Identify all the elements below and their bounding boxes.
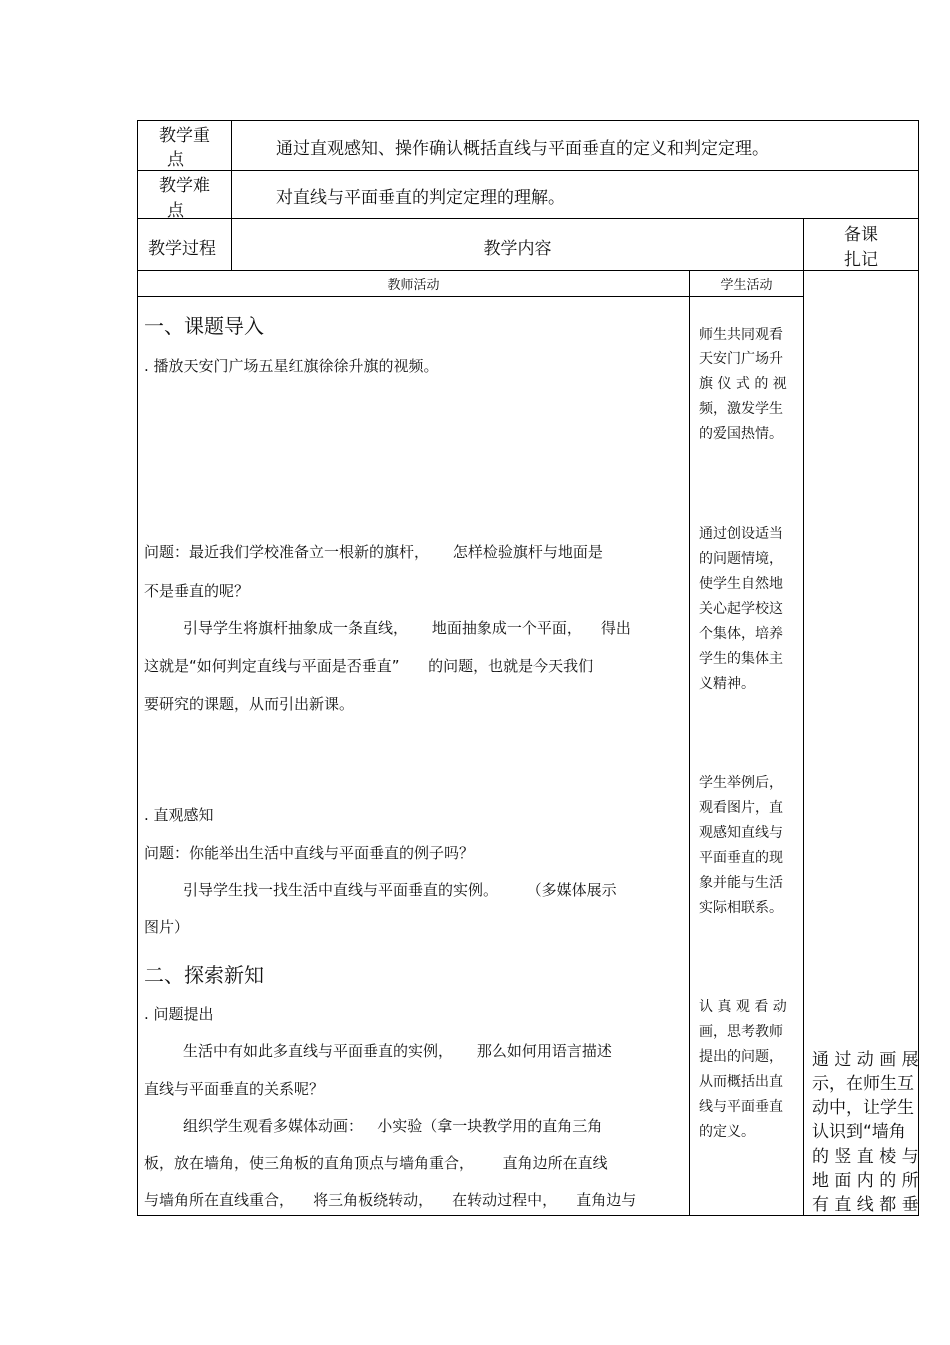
section-heading-explore: 二、探索新知 <box>144 963 264 987</box>
explore-para2-line1: 组织学生观看多媒体动画： 小实验（拿一块教学用的直角三角 <box>183 1117 603 1135</box>
student-note-3-line4: 平面垂直的现 <box>699 850 783 866</box>
explore-para1-line1: 生活中有如此多直线与平面垂直的实例， 那么如何用语言描述 <box>183 1042 612 1060</box>
student-note-1-line2: 天安门广场升 <box>699 351 783 367</box>
intro-item-perception: . 直观感知 <box>144 806 214 824</box>
student-note-4-line6: 的定义。 <box>699 1124 755 1140</box>
rule-process-bottom <box>137 270 919 271</box>
rule-difficulty-bottom <box>137 218 919 219</box>
student-note-4-line4: 从而概括出直 <box>699 1074 783 1090</box>
student-note-1-line1: 师生共同观看 <box>699 327 783 343</box>
section-heading-intro: 一、课题导入 <box>144 314 264 338</box>
difficulty-label-line2: 点 <box>167 201 184 221</box>
notes-line3: 动中，让学生 <box>812 1098 914 1118</box>
student-note-4-line3: 提出的问题， <box>699 1049 783 1065</box>
rule-subheader-bottom <box>137 296 804 297</box>
student-note-4-line5: 线与平面垂直 <box>699 1099 783 1115</box>
intro-guide-line1: 引导学生将旗杆抽象成一条直线， 地面抽象成一个平面， 得出 <box>183 619 631 637</box>
notes-line4: 认识到“墙角 <box>812 1122 906 1142</box>
notes-line6: 地 面 内 的 所 <box>812 1171 919 1191</box>
difficulty-content: 对直线与平面垂直的判定定理的理解。 <box>276 188 565 208</box>
focus-label-line2: 点 <box>167 150 184 170</box>
notes-label-line1: 备课 <box>844 225 878 245</box>
explore-para2-line2: 板，放在墙角，使三角板的直角顶点与墙角重合， 直角边所在直线 <box>144 1154 608 1172</box>
student-note-2-line2: 的问题情境， <box>699 551 783 567</box>
student-note-1-line3: 旗 仪 式 的 视 <box>699 376 787 392</box>
rule-notes-col <box>803 218 804 1216</box>
student-note-1-line5: 的爱国热情。 <box>699 426 783 442</box>
student-note-2-line3: 使学生自然地 <box>699 576 783 592</box>
notes-line2: 示，在师生互 <box>812 1074 914 1094</box>
rule-bottom <box>137 1215 919 1216</box>
explore-para2-line3: 与墙角所在直线重合， 将三角板绕转动， 在转动过程中， 直角边与 <box>144 1191 637 1209</box>
student-note-3-line1: 学生举例后， <box>699 775 783 791</box>
rule-top <box>137 120 919 121</box>
intro-question-line1: 问题：最近我们学校准备立一根新的旗杆， 怎样检验旗杆与地面是 <box>144 543 603 561</box>
student-note-3-line5: 象并能与生活 <box>699 875 783 891</box>
focus-content: 通过直观感知、操作确认概括直线与平面垂直的定义和判定定理。 <box>276 139 769 159</box>
notes-line1: 通 过 动 画 展 <box>812 1050 919 1070</box>
student-note-3-line2: 观看图片，直 <box>699 800 783 816</box>
rule-student-col <box>689 270 690 1216</box>
difficulty-label-line1: 教学难 <box>159 176 210 196</box>
student-note-1-line4: 频，激发学生 <box>699 401 783 417</box>
notes-label-line2: 扎记 <box>844 250 878 270</box>
intro-guide2-line1: 引导学生找一找生活中直线与平面垂直的实例。 （多媒体展示 <box>183 881 617 899</box>
intro-question2: 问题：你能举出生活中直线与平面垂直的例子吗？ <box>144 844 475 862</box>
notes-line5: 的 竖 直 棱 与 <box>812 1147 919 1167</box>
intro-item-video: . 播放天安门广场五星红旗徐徐升旗的视频。 <box>144 357 439 375</box>
student-note-2-line1: 通过创设适当 <box>699 526 783 542</box>
student-note-2-line6: 学生的集体主 <box>699 651 783 667</box>
student-activity-header: 学生活动 <box>720 278 773 293</box>
notes-line7: 有 直 线 都 垂 <box>812 1195 919 1215</box>
intro-question-line2: 不是垂直的呢？ <box>144 582 250 600</box>
rule-focus-bottom <box>137 170 919 171</box>
student-note-4-line2: 画，思考教师 <box>699 1024 783 1040</box>
focus-label-line1: 教学重 <box>159 126 210 146</box>
student-note-3-line6: 实际相联系。 <box>699 900 783 916</box>
explore-para1-line2: 直线与平面垂直的关系呢？ <box>144 1080 325 1098</box>
explore-item-question: . 问题提出 <box>144 1005 214 1023</box>
student-note-2-line4: 关心起学校这 <box>699 601 783 617</box>
intro-guide2-line2: 图片） <box>144 918 190 936</box>
content-label: 教学内容 <box>483 239 552 259</box>
teacher-activity-header: 教师活动 <box>387 278 440 293</box>
intro-guide-line3: 要研究的课题，从而引出新课。 <box>144 695 355 713</box>
student-note-4-line1: 认 真 观 看 动 <box>699 999 787 1015</box>
process-label: 教学过程 <box>148 239 216 259</box>
student-note-2-line7: 义精神。 <box>699 676 755 692</box>
intro-guide-line2: 这就是“如何判定直线与平面是否垂直” 的问题，也就是今天我们 <box>144 657 594 675</box>
student-note-3-line3: 观感知直线与 <box>699 825 783 841</box>
student-note-2-line5: 个集体，培养 <box>699 626 783 642</box>
